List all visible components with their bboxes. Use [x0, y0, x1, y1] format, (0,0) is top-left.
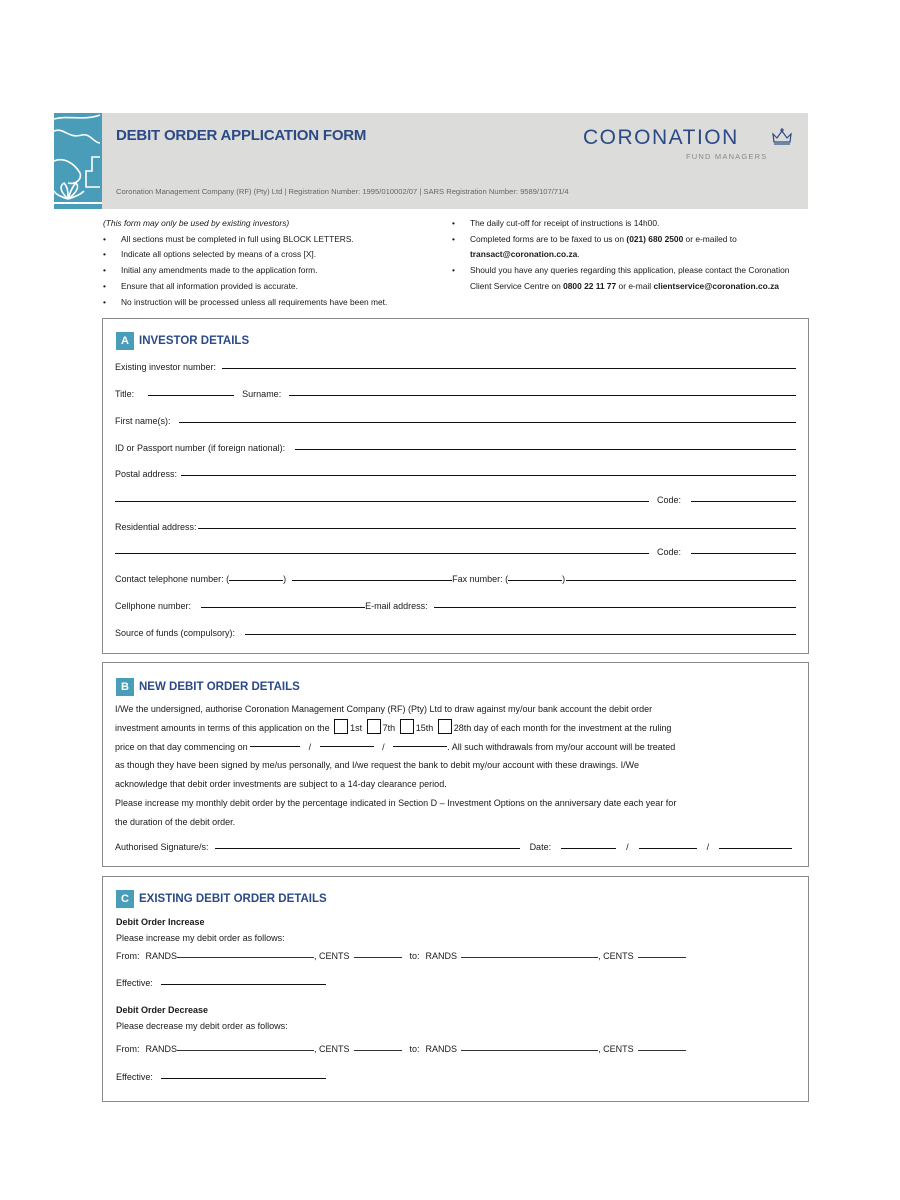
instruction-item: • Completed forms are to be faxed to us on (021) 680 2500 or e-mailed to transact@coronation.co.za. — [450, 232, 795, 263]
label: Date: — [529, 842, 552, 852]
title-field[interactable] — [148, 395, 234, 396]
increase-to-cents-field[interactable] — [638, 957, 686, 958]
investor-number-row — [115, 362, 796, 372]
instructions-left — [101, 216, 441, 310]
instructions-right — [450, 216, 795, 295]
residential-address-line2-field[interactable] — [115, 553, 649, 554]
cellphone-email-row — [115, 601, 796, 611]
increase-instruction: Please increase my debit order as follows: — [116, 933, 285, 943]
fax-number: (021) 680 2500 — [626, 233, 684, 244]
label: Cellphone number: — [115, 601, 192, 611]
instruction-item: • Indicate all options selected by means of a cross [X]. — [101, 247, 441, 263]
increase-effective-date-field[interactable] — [161, 984, 326, 985]
signature-day-field[interactable] — [561, 848, 616, 849]
section-title: NEW DEBIT ORDER DETAILS — [139, 681, 300, 693]
label: Surname: — [242, 389, 282, 399]
usage-note: (This form may only be used by existing investors) — [103, 218, 290, 228]
decrease-amount-row: From: RANDS , CENTS to: RANDS , CENTS — [116, 1044, 686, 1054]
commencement-year-field[interactable] — [393, 746, 447, 747]
increase-from-cents-field[interactable] — [354, 957, 402, 958]
instruction-item: • All sections must be completed in full using BLOCK LETTERS. — [101, 232, 441, 248]
label: Source of funds (compulsory): — [115, 628, 236, 638]
id-passport-row — [115, 443, 796, 453]
section-a-header — [116, 332, 249, 350]
label: Title: — [115, 389, 135, 399]
section-c-header — [116, 890, 327, 908]
residential-address-row — [115, 522, 796, 532]
client-service-number: 0800 22 11 77 — [563, 280, 617, 291]
crown-icon — [771, 128, 793, 146]
telephone-fax-row: Contact telephone number: ( ) Fax number: ( ) — [115, 574, 796, 584]
fax-number-field[interactable] — [566, 580, 796, 581]
section-letter-badge: A — [116, 332, 134, 350]
instruction-item: • The daily cut-off for receipt of instructions is 14h00. — [450, 216, 795, 232]
increase-effective-row: Effective: — [116, 978, 326, 988]
telephone-number-field[interactable] — [292, 580, 452, 581]
label: Code: — [657, 495, 682, 505]
label: Code: — [657, 547, 682, 557]
first-names-field[interactable] — [179, 422, 796, 423]
decrease-to-cents-field[interactable] — [638, 1050, 686, 1051]
postal-address-line2-field[interactable] — [115, 501, 649, 502]
day-15th-checkbox[interactable] — [400, 719, 414, 734]
postal-code-field[interactable] — [691, 501, 796, 502]
label: ID or Passport number (if foreign national): — [115, 443, 286, 453]
coronation-lotus-logo-icon — [54, 113, 102, 209]
increase-heading: Debit Order Increase — [116, 917, 205, 927]
section-title: INVESTOR DETAILS — [139, 335, 250, 347]
instruction-item: • Should you have any queries regarding this application, please contact the Coronation Client Service Centre on 0800 22 11 77 or e-mail clientservice@coronation.co.za — [450, 263, 795, 294]
label: Postal address: — [115, 469, 178, 479]
label: First name(s): — [115, 416, 171, 426]
source-of-funds-field[interactable] — [245, 634, 796, 635]
id-passport-field[interactable] — [295, 449, 796, 450]
residential-address-field[interactable] — [198, 528, 796, 529]
source-of-funds-row — [115, 628, 796, 638]
postal-address-field[interactable] — [181, 475, 796, 476]
residential-code-field[interactable] — [691, 553, 796, 554]
label: Fax number: ( — [452, 574, 509, 584]
decrease-heading: Debit Order Decrease — [116, 1005, 209, 1015]
company-registration-line: Coronation Management Company (RF) (Pty) Ltd | Registration Number: 1995/010002/07 | SARS Registration Number: 9589/107/71/4 — [116, 187, 569, 196]
brand-name: CORONATION — [583, 126, 739, 149]
title-surname-row — [115, 389, 796, 399]
section-letter-badge: B — [116, 678, 134, 696]
decrease-effective-date-field[interactable] — [161, 1078, 326, 1079]
decrease-from-cents-field[interactable] — [354, 1050, 402, 1051]
increase-to-rands-field[interactable] — [461, 957, 598, 958]
investor-number-field[interactable] — [222, 368, 796, 369]
cellphone-field[interactable] — [201, 607, 365, 608]
day-1st-checkbox[interactable] — [334, 719, 348, 734]
instruction-item: • Ensure that all information provided is accurate. — [101, 279, 441, 295]
postal-address-line2-row — [115, 495, 796, 505]
label: Residential address: — [115, 522, 197, 532]
telephone-area-code-field[interactable] — [229, 580, 283, 581]
day-28th-checkbox[interactable] — [438, 719, 452, 734]
residential-address-line2-row — [115, 547, 796, 557]
transact-email-link[interactable]: transact@coronation.co.za — [470, 249, 578, 260]
signature-year-field[interactable] — [719, 848, 792, 849]
postal-address-row — [115, 469, 796, 479]
increase-amount-row: From: RANDS , CENTS to: RANDS , CENTS — [116, 951, 686, 961]
surname-field[interactable] — [289, 395, 796, 396]
instruction-item: • Initial any amendments made to the application form. — [101, 263, 441, 279]
client-service-email-link[interactable]: clientservice@coronation.co.za — [653, 280, 779, 291]
signature-date-row: Authorised Signature/s: Date: / / — [115, 842, 792, 852]
signature-month-field[interactable] — [639, 848, 697, 849]
instruction-item: • No instruction will be processed unless all requirements have been met. — [101, 295, 441, 311]
decrease-instruction: Please decrease my debit order as follows: — [116, 1021, 288, 1031]
decrease-effective-row: Effective: — [116, 1072, 326, 1082]
label: E-mail address: — [365, 601, 428, 611]
section-title: EXISTING DEBIT ORDER DETAILS — [139, 893, 327, 905]
form-title: DEBIT ORDER APPLICATION FORM — [116, 127, 367, 144]
commencement-month-field[interactable] — [320, 746, 374, 747]
first-names-row — [115, 416, 796, 426]
commencement-day-field[interactable] — [250, 746, 300, 747]
decrease-to-rands-field[interactable] — [461, 1050, 598, 1051]
section-b-header — [116, 678, 300, 696]
authorised-signature-field[interactable] — [215, 848, 520, 849]
fax-area-code-field[interactable] — [508, 580, 562, 581]
email-field[interactable] — [434, 607, 796, 608]
decrease-from-rands-field[interactable] — [177, 1050, 314, 1051]
debit-order-authorisation-text: I/We the undersigned, authorise Coronation Management Company (RF) (Pty) Ltd to draw against my/our bank account the debit order investment amounts in terms of this application on the 1st 7th 15th 28th day of each month for the investment at the ruling price on that day commencing on / / . All such withdrawals from my/our account will be treated as though they have been signed by me/us personally, and I/we request the bank to debit my/our account with these drawings. I/We acknowledge that debit order investments are subject to a 14-day clearance period. Please increase my monthly debit order by the percentage indicated in Section D – Investment Options on the anniversary date each year for the duration of the debit order. — [115, 704, 677, 827]
label: Contact telephone number: ( — [115, 574, 230, 584]
increase-from-rands-field[interactable] — [177, 957, 314, 958]
section-letter-badge: C — [116, 890, 134, 908]
label: Existing investor number: — [115, 362, 217, 372]
section-c-existing-debit-order — [102, 876, 809, 1102]
brand-subtitle: FUND MANAGERS — [686, 152, 768, 161]
label: Authorised Signature/s: — [115, 842, 209, 852]
day-7th-checkbox[interactable] — [367, 719, 381, 734]
